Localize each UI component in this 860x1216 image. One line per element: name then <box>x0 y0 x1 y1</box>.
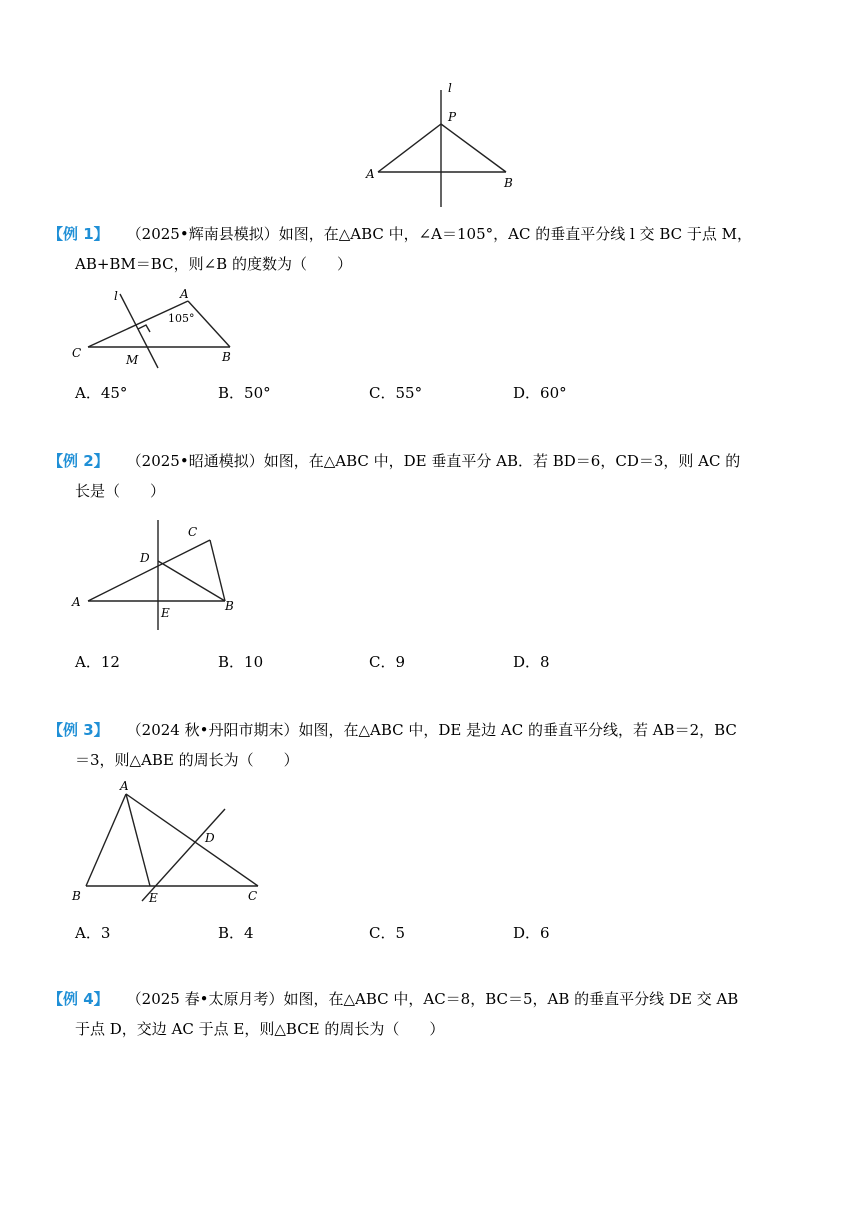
question-line-2: 长是（ ） <box>75 482 166 500</box>
label-m: M <box>126 353 139 367</box>
label-e: E <box>149 891 158 905</box>
label-b: B <box>72 889 81 903</box>
label-a: A <box>72 595 81 609</box>
option-c[interactable]: C．9 <box>369 653 406 671</box>
label-a: A <box>180 287 189 301</box>
option-c[interactable]: C．55° <box>369 384 423 402</box>
example-tag: 【例 4】 <box>48 990 109 1008</box>
option-b[interactable]: B．50° <box>218 384 271 402</box>
option-b[interactable]: B．10 <box>218 653 264 671</box>
label-angle: 105° <box>168 312 195 325</box>
example-tag: 【例 3】 <box>48 721 109 739</box>
label-l: l <box>114 289 118 303</box>
label-l: l <box>448 81 452 95</box>
label-a: A <box>366 167 375 181</box>
question-line-1: （2024 秋•丹阳市期末）如图，在△ABC 中，DE 是边 AC 的垂直平分线，若 AB＝2，BC <box>126 721 737 739</box>
top-figure <box>362 80 522 210</box>
label-p: P <box>448 110 457 124</box>
label-b: B <box>222 350 231 364</box>
question-line-2: ＝3，则△ABE 的周长为（ ） <box>75 751 299 769</box>
question-line-1: （2025•昭通模拟）如图，在△ABC 中，DE 垂直平分 AB．若 BD＝6，CD＝3，则 AC 的 <box>126 452 741 470</box>
figure-example-1 <box>70 284 240 374</box>
label-e: E <box>161 606 170 620</box>
question-line-1: （2025 春•太原月考）如图，在△ABC 中，AC＝8，BC＝5，AB 的垂直平分线 DE 交 AB <box>126 990 739 1008</box>
option-d[interactable]: D．8 <box>513 653 550 671</box>
label-a: A <box>120 779 129 793</box>
option-a[interactable]: A．12 <box>75 653 120 671</box>
label-c: C <box>248 889 258 903</box>
question-line-2: AB+BM＝BC，则∠B 的度数为（ ） <box>75 255 352 273</box>
option-a[interactable]: A．45° <box>75 384 128 402</box>
question-line-1: （2025•辉南县模拟）如图，在△ABC 中，∠A＝105°，AC 的垂直平分线 l 交 BC 于点 M， <box>126 225 752 243</box>
option-c[interactable]: C．5 <box>369 924 406 942</box>
label-b: B <box>225 599 234 613</box>
example-tag: 【例 2】 <box>48 452 109 470</box>
options-example-3 <box>75 922 835 942</box>
example-tag: 【例 1】 <box>48 225 109 243</box>
options-example-2 <box>75 651 835 671</box>
option-d[interactable]: D．6 <box>513 924 550 942</box>
figure-example-3 <box>70 776 270 906</box>
options-example-1 <box>75 382 835 402</box>
option-b[interactable]: B．4 <box>218 924 254 942</box>
question-line-2: 于点 D，交边 AC 于点 E，则△BCE 的周长为（ ） <box>75 1020 445 1038</box>
label-d: D <box>205 831 215 845</box>
option-d[interactable]: D．60° <box>513 384 567 402</box>
option-a[interactable]: A．3 <box>75 924 111 942</box>
label-c: C <box>72 346 82 360</box>
label-d: D <box>140 551 150 565</box>
label-c: C <box>188 525 198 539</box>
label-b: B <box>504 176 513 190</box>
figure-example-2 <box>70 518 250 638</box>
